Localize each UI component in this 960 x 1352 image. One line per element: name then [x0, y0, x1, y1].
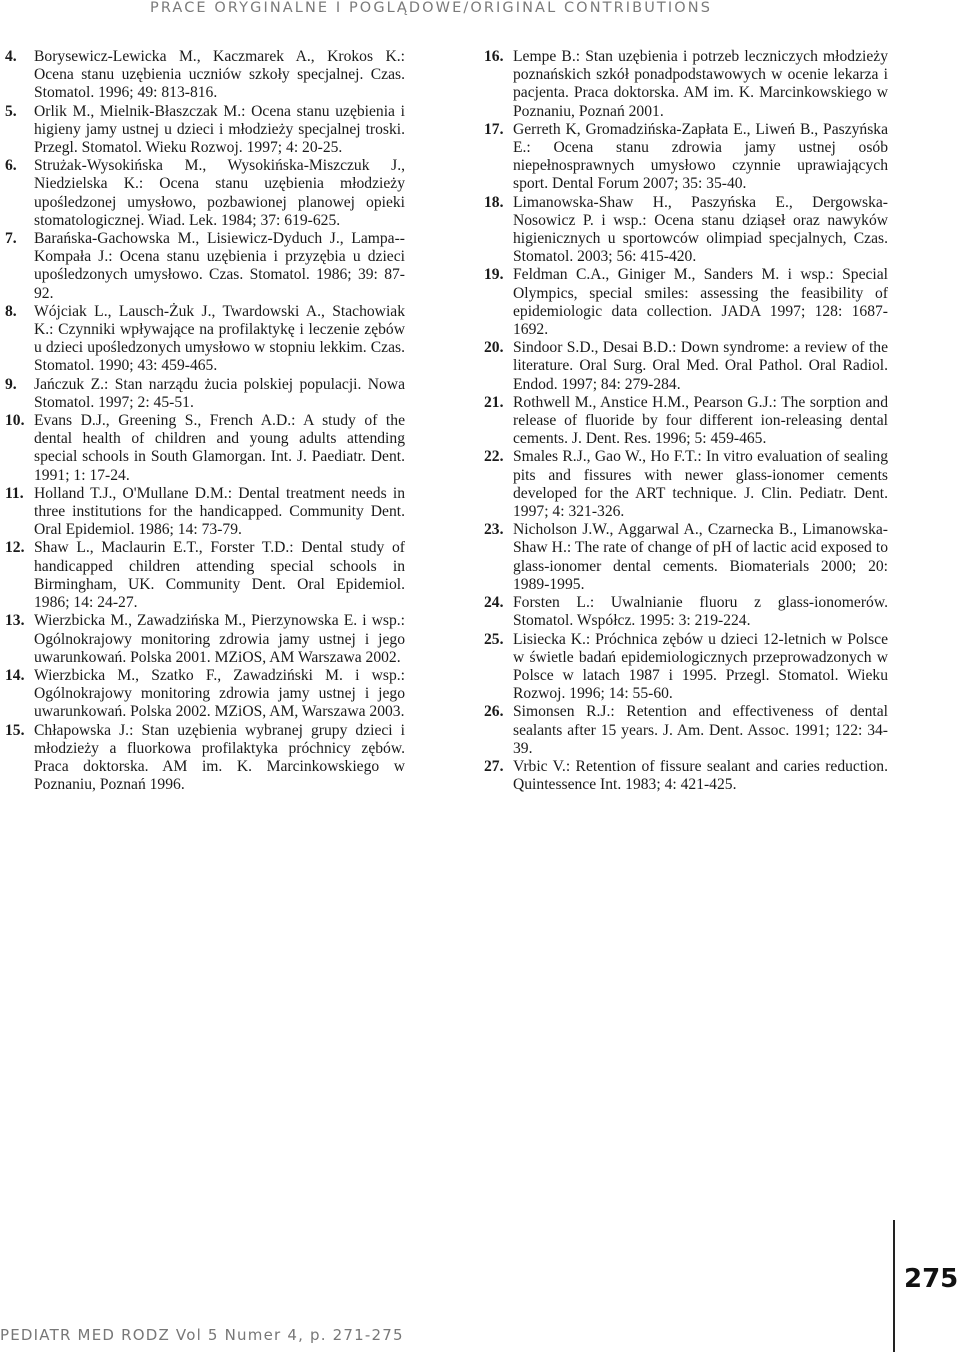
reference-item — [484, 594, 888, 630]
reference-item — [5, 612, 405, 667]
reference-number: 27. — [484, 757, 504, 775]
reference-text: Lisiecka K.: Próchnica zębów u dzieci 12-letnich w Polsce w świetle badań epidemiologicznych przeprowadzonych w Polsce w latach 1987 i 1995. Przegl. Stomatol. Wieku Rozwoj. 1996; 14: 55-60. — [513, 630, 888, 703]
reference-number: 4. — [5, 48, 17, 65]
reference-text: Limanowska-Shaw H., Paszyńska E., Dergowska-Nosowicz P. i wsp.: Ocena stanu dziąseł oraz nawyków higienicznych u sportowców olimpiad specjalnych, Czas. Stomatol. 2003; 56: 415-420. — [513, 193, 888, 266]
reference-item — [5, 303, 405, 376]
reference-number: 10. — [5, 412, 25, 430]
reference-text: Smales R.J., Gao W., Ho F.T.: In vitro evaluation of sealing pits and fissures with newer glass-ionomer cements developed for the ART technique. J. Clin. Pediatr. Dent. 1997; 4: 321-326. — [513, 448, 888, 521]
reference-number: 8. — [5, 302, 17, 320]
reference-number: 19. — [484, 266, 504, 284]
reference-item — [5, 667, 405, 722]
reference-text: Jańczuk Z.: Stan narządu żucia polskiej populacji. Nowa Stomatol. 1997; 2: 45-51. — [34, 375, 405, 411]
reference-item — [5, 376, 405, 412]
reference-item — [5, 230, 405, 303]
reference-item — [484, 339, 888, 394]
reference-text: Shaw L., Maclaurin E.T., Forster T.D.: Dental study of handicapped children attending special schools in Birmingham, UK. Community Dent. Oral Epidemiol. 1986; 14: 24-27. — [34, 539, 405, 612]
reference-text: Holland T.J., O'Mullane D.M.: Dental treatment needs in three institutions for the handicapped. Community Dent. Oral Epidemiol. 1986; 14: 73-79. — [34, 484, 405, 539]
running-header: PRACE ORYGINALNE I POGLĄDOWE/ORIGINAL CONTRIBUTIONS — [150, 0, 713, 16]
reference-text: Strużak-Wysokińska M., Wysokińska-Miszczuk J., Niedzielska K.: Ocena stanu uzębienia młodzieży upośledzonej umysłowo, pozbawionej planowej opieki stomatologicznej. Wiad. Lek. 1984; 37: 619-625. — [34, 157, 405, 229]
reference-number: 11. — [5, 484, 24, 502]
reference-item — [5, 157, 405, 230]
reference-item — [484, 266, 888, 339]
references-right-column — [484, 48, 888, 794]
page-number-divider — [893, 1220, 895, 1352]
journal-footer: PEDIATR MED RODZ Vol 5 Numer 4, p. 271-275 — [0, 1326, 404, 1344]
reference-item — [484, 394, 888, 449]
reference-text: Feldman C.A., Giniger M., Sanders M. i wsp.: Special Olympics, special smiles: assessing the feasibility of epidemiologic data collection. JADA 1997; 128: 1687-1692. — [513, 266, 888, 339]
reference-item — [5, 412, 405, 485]
reference-number: 15. — [5, 721, 25, 739]
reference-number: 13. — [5, 612, 25, 630]
reference-number: 6. — [5, 157, 17, 175]
reference-item — [484, 758, 888, 794]
reference-text: Nicholson J.W., Aggarwal A., Czarnecka B., Limanowska-Shaw H.: The rate of change of pH of lactic acid exposed to glass-ionomer dental cements. Biomaterials 2000; 20: 1989-1995. — [513, 521, 888, 593]
reference-text: Vrbic V.: Retention of fissure sealant and caries reduction. Quintessence Int. 1983; 4: 421-425. — [513, 757, 888, 794]
reference-number: 24. — [484, 594, 504, 612]
reference-item — [5, 722, 405, 795]
reference-text: Chłapowska J.: Stan uzębienia wybranej grupy dzieci i młodzieży a fluorkowa profilaktyka próchnicy zębów. Praca doktorska. AM im. K. Marcinkowskiego w Poznaniu, Poznań 1996. — [34, 721, 405, 794]
reference-item — [484, 521, 888, 594]
reference-text: Evans D.J., Greening S., French A.D.: A study of the dental health of children and young adults attending special schools in South Glamorgan. Int. J. Paediatr. Dent. 1991; 1: 17-24. — [34, 412, 405, 484]
reference-item — [5, 48, 405, 103]
reference-item — [484, 194, 888, 267]
reference-item — [484, 48, 888, 121]
reference-item — [484, 121, 888, 194]
reference-text: Wierzbicka M., Zawadzińska M., Pierzynowska E. i wsp.: Ogólnokrajowy monitoring zdrowia jamy ustnej i jego uwarunkowań. Polska 2001. MZiOS, AM Warszawa 2002. — [34, 612, 405, 666]
reference-number: 12. — [5, 539, 25, 557]
reference-number: 26. — [484, 703, 504, 721]
reference-item — [484, 448, 888, 521]
reference-number: 25. — [484, 630, 504, 648]
reference-number: 21. — [484, 393, 504, 411]
reference-text: Wójciak L., Lausch-Żuk J., Twardowski A., Stachowiak K.: Czynniki wpływające na profilaktykę i leczenie zębów u dzieci upośledzonych umysłowo w stopniu lekkim. Czas. Stomatol. 1990; 43: 459-465. — [34, 302, 405, 375]
reference-number: 22. — [484, 448, 504, 466]
reference-text: Orlik M., Mielnik-Błaszczak M.: Ocena stanu uzębienia i higieny jamy ustnej u dzieci i młodzieży specjalnej troski. Przegl. Stomatol. Wieku Rozwoj. 1997; 4: 20-25. — [34, 102, 405, 157]
reference-number: 14. — [5, 666, 25, 684]
reference-number: 18. — [484, 193, 504, 211]
reference-number: 16. — [484, 48, 504, 65]
reference-number: 23. — [484, 521, 504, 539]
page-number: 275 — [904, 1264, 959, 1294]
reference-number: 17. — [484, 120, 504, 138]
references-left-column — [5, 48, 405, 794]
reference-item — [5, 539, 405, 612]
reference-text: Lempe B.: Stan uzębienia i potrzeb leczniczych młodzieży poznańskich szkół ponadpodstawowych w ocenie lekarza i pacjenta. Praca doktorska. AM im. K. Marcinkowskiego w Poznaniu, Poznań 2001. — [513, 48, 888, 120]
reference-text: Simonsen R.J.: Retention and effectiveness of dental sealants after 15 years. J. Am. Dent. Assoc. 1991; 122: 34-39. — [513, 703, 888, 757]
reference-text: Forsten L.: Uwalnianie fluoru z glass-ionomerów. Stomatol. Współcz. 1995: 3: 219-224. — [513, 594, 888, 630]
reference-text: Gerreth K, Gromadzińska-Zapłata E., Liweń B., Paszyńska E.: Ocena stanu zdrowia jamy ustnej osób niepełnosprawnych umysłowo czynnie uprawiających sport. Dental Forum 2007; 35: 35-40. — [513, 120, 888, 193]
reference-number: 5. — [5, 102, 17, 120]
reference-text: Sindoor S.D., Desai B.D.: Down syndrome: a review of the literature. Oral Surg. Oral Med. Oral Pathol. Oral Radiol. Endod. 1997; 84: 279-284. — [513, 339, 888, 393]
reference-text: Barańska-Gachowska M., Lisiewicz-Dyduch J., Lampa--Kompała J.: Ocena stanu uzębienia i przyzębia u dzieci upośledzonych umysłowo. Czas. Stomatol. 1986; 39: 87-92. — [34, 230, 405, 302]
reference-number: 9. — [5, 375, 17, 393]
reference-number: 20. — [484, 339, 504, 357]
reference-item — [5, 103, 405, 158]
reference-item — [484, 631, 888, 704]
reference-item — [5, 485, 405, 540]
reference-text: Wierzbicka M., Szatko F., Zawadziński M. i wsp.: Ogólnokrajowy monitoring zdrowia jamy ustnej i jego uwarunkowań. Polska 2002. MZiOS, AM, Warszawa 2003. — [34, 666, 405, 721]
reference-number: 7. — [5, 230, 17, 248]
reference-text: Borysewicz-Lewicka M., Kaczmarek A., Krokos K.: Ocena stanu uzębienia uczniów szkoły specjalnej. Czas. Stomatol. 1996; 49: 813-816. — [34, 48, 405, 102]
reference-item — [484, 703, 888, 758]
reference-text: Rothwell M., Anstice H.M., Pearson G.J.: The sorption and release of fluoride by four different ion-releasing dental cements. J. Dent. Res. 1996; 5: 459-465. — [513, 393, 888, 448]
